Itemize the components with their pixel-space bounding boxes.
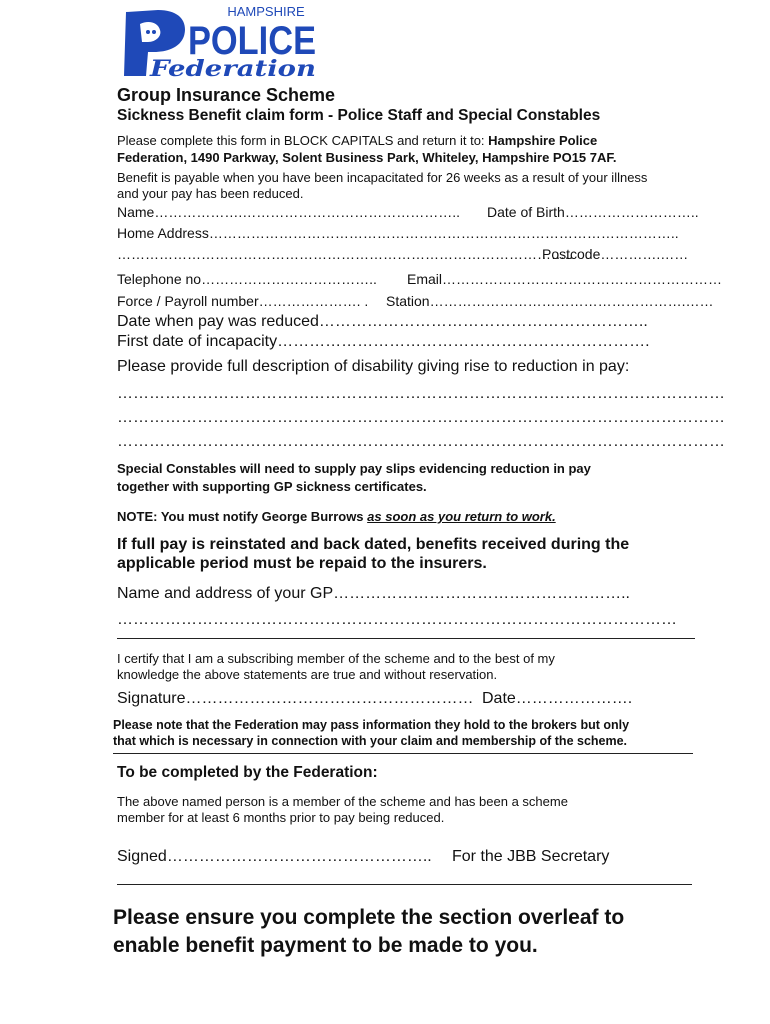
description-line-3[interactable]: …………………………………………………………………………………………………… bbox=[117, 433, 725, 450]
telephone-field[interactable]: Telephone no……………………………….. bbox=[117, 271, 377, 287]
eligibility-line-2: and your pay has been reduced. bbox=[117, 186, 304, 201]
data-notice-1: Please note that the Federation may pass information they hold to the brokers but only bbox=[113, 718, 630, 732]
overleaf-notice-2: enable benefit payment to be made to you. bbox=[113, 934, 538, 957]
signature-date-field[interactable]: Date…………………. bbox=[482, 690, 633, 707]
postcode-field[interactable]: Postcode………….…… bbox=[542, 246, 689, 262]
eligibility-line-1: Benefit is payable when you have been incapacitated for 26 weeks as a result of your illness bbox=[117, 170, 648, 185]
divider bbox=[117, 638, 695, 639]
federation-section-heading: To be completed by the Federation: bbox=[117, 764, 378, 781]
email-field[interactable]: Email…………………………………………………… bbox=[407, 271, 723, 287]
form-title: Group Insurance Scheme bbox=[117, 85, 336, 105]
return-instructions bbox=[117, 132, 597, 149]
form-subtitle: Sickness Benefit claim form - Police Staff and Special Constables bbox=[117, 107, 601, 124]
divider bbox=[117, 884, 692, 885]
repay-warning-1: If full pay is reinstated and back dated, benefits received during the bbox=[117, 536, 630, 553]
special-constables-note-2: together with supporting GP sickness certificates. bbox=[117, 479, 427, 494]
force-payroll-field[interactable]: Force / Payroll number…………………. . bbox=[117, 293, 369, 309]
federation-statement-2: member for at least 6 months prior to pay being reduced. bbox=[117, 810, 445, 825]
date-pay-reduced-field[interactable]: Date when pay was reduced…………………………………………………….. bbox=[117, 313, 648, 330]
police-federation-logo bbox=[118, 2, 323, 80]
logo-region-text: HAMPSHIRE bbox=[227, 4, 305, 19]
federation-statement-1: The above named person is a member of the scheme and has been a scheme bbox=[117, 794, 568, 809]
data-notice-2: that which is necessary in connection with your claim and membership of the scheme. bbox=[113, 734, 628, 748]
dob-field[interactable]: Date of Birth……………………….. bbox=[487, 204, 699, 220]
divider bbox=[113, 753, 693, 754]
notify-note-emphasis: as soon as you return to work. bbox=[367, 509, 556, 524]
description-prompt: Please provide full description of disability giving rise to reduction in pay: bbox=[117, 358, 630, 375]
jbb-secretary-label: For the JBB Secretary bbox=[452, 848, 610, 865]
station-field[interactable]: Station……………………………………………….…… bbox=[386, 293, 714, 309]
return-address: Federation, 1490 Parkway, Solent Business Park, Whiteley, Hampshire PO15 7AF. bbox=[117, 150, 617, 165]
logo-federation-text: Federation bbox=[148, 56, 316, 80]
description-line-2[interactable]: …………………………………………………………………………………………………… bbox=[117, 409, 725, 426]
signed-field[interactable]: Signed………………………………………….. bbox=[117, 848, 432, 865]
overleaf-notice-1: Please ensure you complete the section overleaf to bbox=[113, 906, 625, 929]
notify-note bbox=[117, 508, 556, 525]
notify-note-text: NOTE: You must notify George Burrows bbox=[117, 509, 368, 524]
logo-emblem bbox=[118, 2, 323, 80]
first-date-incapacity-field[interactable]: First date of incapacity……………………………………………………………. bbox=[117, 333, 650, 350]
home-address-field[interactable]: Home Address……………………………………………………………………………………….. bbox=[117, 225, 679, 241]
return-instructions-text: Please complete this form in BLOCK CAPITALS and return it to: bbox=[117, 133, 489, 148]
address-line-2-field[interactable]: …………………………………………………………………………………….. bbox=[117, 246, 573, 262]
name-field[interactable]: Name……………….……………………………………….. bbox=[117, 204, 461, 220]
description-line-1[interactable]: …………………………………………………………………………………………………… bbox=[117, 385, 725, 402]
special-constables-note-1: Special Constables will need to supply pay slips evidencing reduction in pay bbox=[117, 461, 591, 476]
return-org-name: Hampshire Police bbox=[488, 133, 598, 148]
signature-field[interactable]: Signature……………………………………………… bbox=[117, 690, 474, 707]
certify-line-2: knowledge the above statements are true and without reservation. bbox=[117, 667, 498, 682]
logo-police-text: POLICE bbox=[188, 19, 316, 63]
certify-line-1: I certify that I am a subscribing member of the scheme and to the best of my bbox=[117, 651, 555, 666]
repay-warning-2: applicable period must be repaid to the insurers. bbox=[117, 555, 487, 572]
gp-name-address-field[interactable]: Name and address of your GP……………………………………………….. bbox=[117, 585, 630, 602]
gp-address-line-2[interactable]: …………………………………………………………………………………………… bbox=[117, 611, 677, 628]
